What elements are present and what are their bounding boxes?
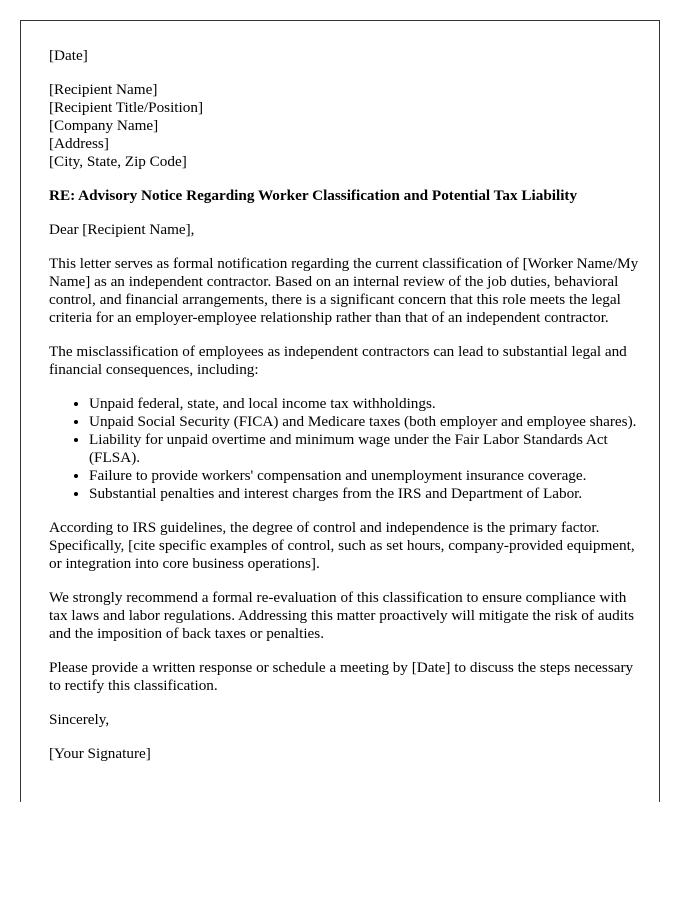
- recipient-title: [Recipient Title/Position]: [49, 99, 203, 116]
- letter-date: [Date]: [49, 47, 88, 64]
- paragraph-request: Please provide a written response or schedule a meeting by [Date] to discuss the steps necessary to rectify this classification.: [49, 659, 634, 694]
- list-item: • Failure to provide workers' compensation and unemployment insurance coverage.: [89, 467, 639, 485]
- recipient-block: [49, 81, 639, 171]
- recipient-city-state-zip: [City, State, Zip Code]: [49, 153, 187, 170]
- letter-body: [49, 47, 639, 763]
- paragraph-consequences-intro: The misclassification of employees as independent contractors can lead to substantial legal and financial consequences, including:: [49, 343, 627, 378]
- paragraph-recommendation: We strongly recommend a formal re-evaluation of this classification to ensure compliance with tax laws and labor regulations. Addressing this matter proactively will mitigate the risk of audits and the imposition of back taxes or penalties.: [49, 589, 635, 642]
- signature: [Your Signature]: [49, 745, 151, 762]
- recipient-name: [Recipient Name]: [49, 81, 158, 98]
- subject-line: RE: Advisory Notice Regarding Worker Classification and Potential Tax Liability: [49, 187, 578, 204]
- list-item: • Unpaid federal, state, and local income tax withholdings.: [89, 395, 639, 413]
- paragraph-irs-guidelines: According to IRS guidelines, the degree of control and independence is the primary factor. Specifically, [cite specific examples of control, such as set hours, company-provided equipment, or integration into core business operations].: [49, 519, 635, 572]
- recipient-address: [Address]: [49, 135, 109, 152]
- salutation: Dear [Recipient Name],: [49, 221, 195, 238]
- list-item: • Substantial penalties and interest charges from the IRS and Department of Labor.: [89, 485, 639, 503]
- list-item: • Liability for unpaid overtime and minimum wage under the Fair Labor Standards Act (FLSA).: [89, 431, 639, 467]
- paragraph-notification: This letter serves as formal notification regarding the current classification of [Worker Name/My Name] as an independent contractor. Based on an internal review of the job duties, behavioral control, and financial arrangements, there is a significant concern that this role meets the legal criteria for an employer-employee relationship rather than that of an independent contractor.: [49, 255, 639, 326]
- list-item: • Unpaid Social Security (FICA) and Medicare taxes (both employer and employee shares).: [89, 413, 639, 431]
- closing: Sincerely,: [49, 711, 110, 728]
- letter-page: [20, 20, 660, 802]
- consequences-list: [49, 395, 639, 503]
- recipient-company: [Company Name]: [49, 117, 159, 134]
